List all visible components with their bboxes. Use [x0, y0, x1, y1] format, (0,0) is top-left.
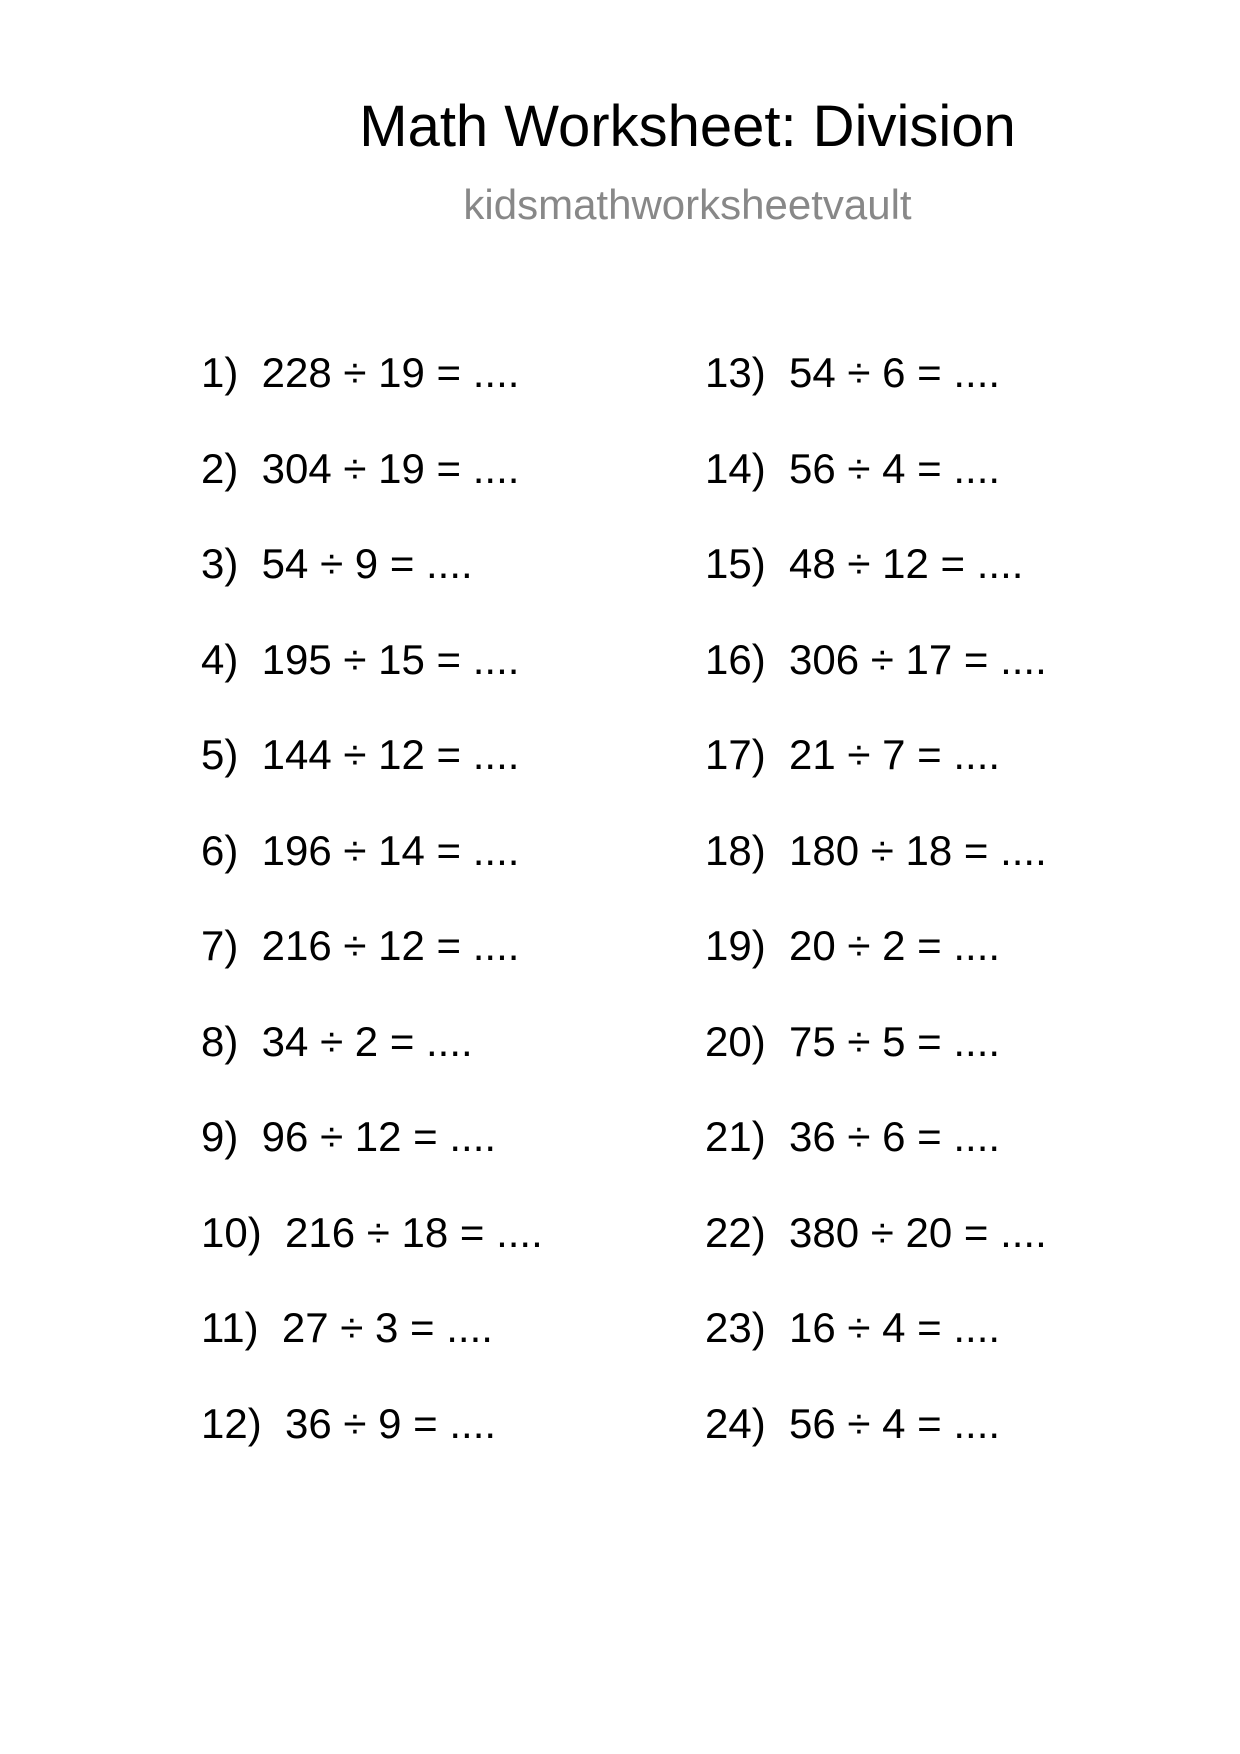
division-problem: 3) 54 ÷ 9 = ....: [201, 540, 473, 587]
division-problem: 17) 21 ÷ 7 = ....: [705, 731, 1001, 778]
division-problem: 12) 36 ÷ 9 = ....: [201, 1399, 497, 1447]
division-problem: 18) 180 ÷ 18 = ....: [705, 826, 1047, 874]
problems-column-right: [705, 349, 1047, 1498]
division-problem: 6) 196 ÷ 14 = ....: [201, 826, 520, 874]
worksheet-source: kidsmathworksheetvault: [463, 181, 912, 228]
division-problem: 13) 54 ÷ 6 = ....: [705, 349, 1001, 396]
problems-column-left: [201, 349, 543, 1498]
division-problem: 21) 36 ÷ 6 = ....: [705, 1113, 1001, 1160]
division-problem: 24) 56 ÷ 4 = ....: [705, 1399, 1001, 1447]
division-problem: 8) 34 ÷ 2 = ....: [201, 1017, 473, 1065]
division-problem: 10) 216 ÷ 18 = ....: [201, 1208, 543, 1256]
division-problem: 15) 48 ÷ 12 = ....: [705, 540, 1024, 587]
division-problem: 1) 228 ÷ 19 = ....: [201, 349, 520, 396]
division-problem: 5) 144 ÷ 12 = ....: [201, 731, 520, 778]
division-problem: 14) 56 ÷ 4 = ....: [705, 444, 1001, 492]
division-problem: 22) 380 ÷ 20 = ....: [705, 1208, 1047, 1256]
division-problem: 23) 16 ÷ 4 = ....: [705, 1304, 1001, 1351]
division-problem: 16) 306 ÷ 17 = ....: [705, 635, 1047, 683]
division-problem: 2) 304 ÷ 19 = ....: [201, 444, 520, 492]
worksheet-title: Math Worksheet: Division: [359, 94, 1016, 159]
division-problem: 9) 96 ÷ 12 = ....: [201, 1113, 497, 1160]
division-problem: 11) 27 ÷ 3 = ....: [201, 1304, 493, 1351]
division-problem: 20) 75 ÷ 5 = ....: [705, 1017, 1001, 1065]
division-problem: 19) 20 ÷ 2 = ....: [705, 922, 1001, 969]
division-problem: 4) 195 ÷ 15 = ....: [201, 635, 520, 683]
division-problem: 7) 216 ÷ 12 = ....: [201, 922, 520, 969]
